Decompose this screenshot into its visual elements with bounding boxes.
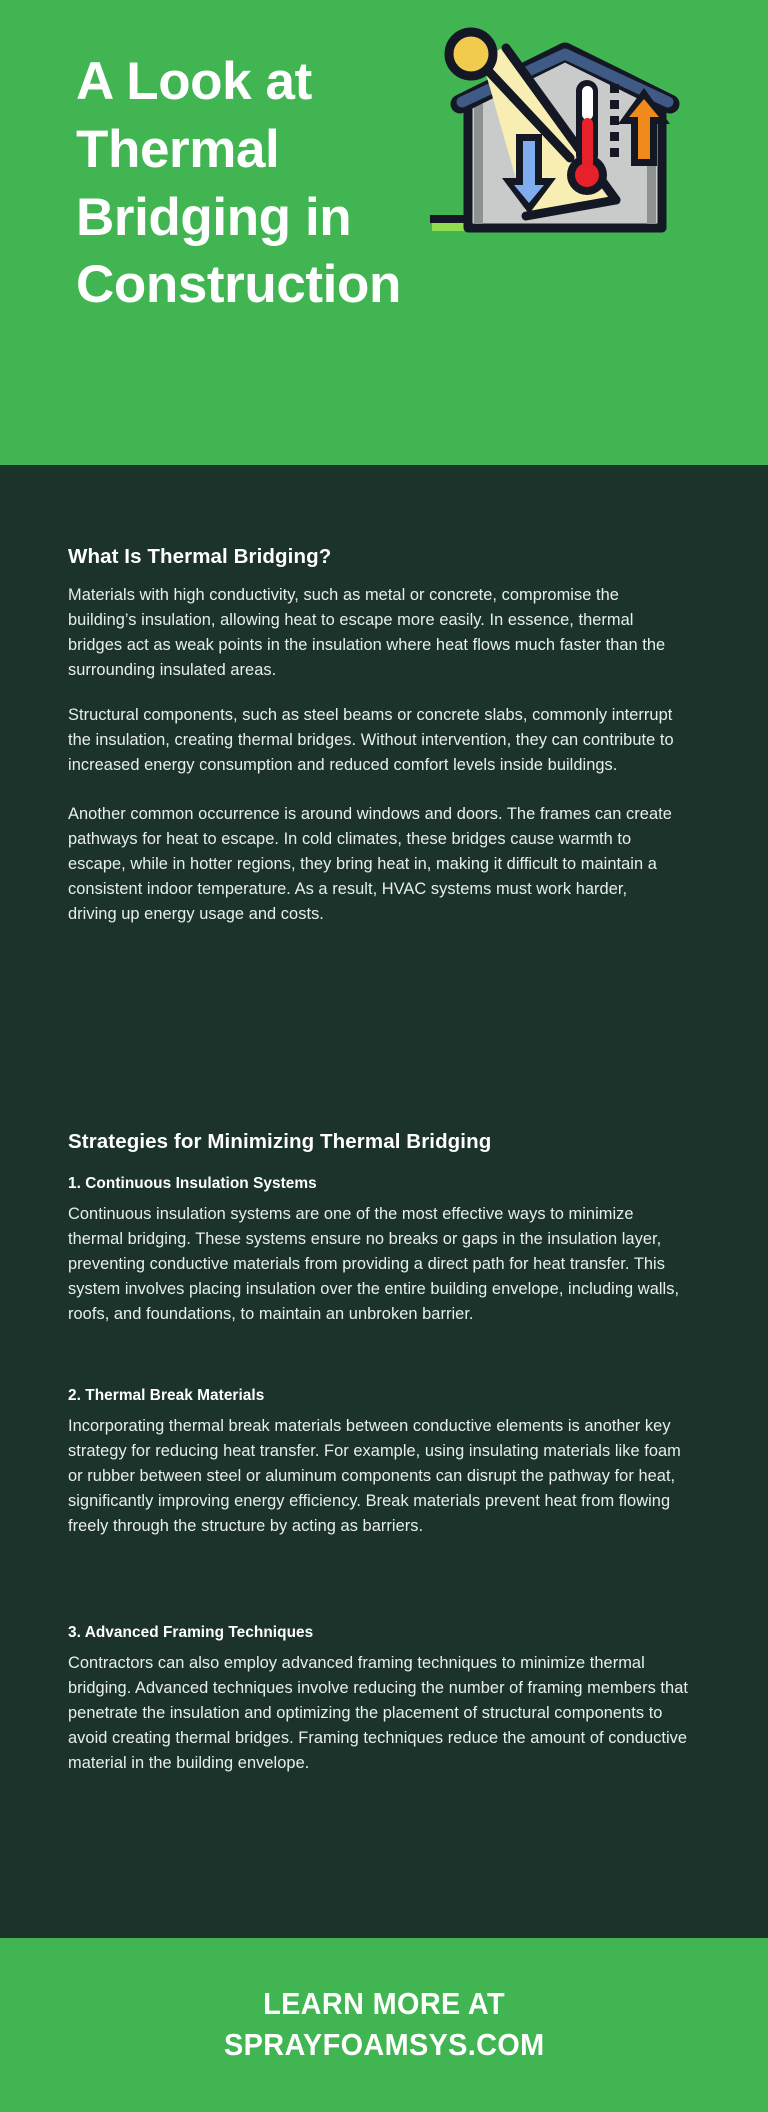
wall-shadow-left-icon — [474, 104, 483, 224]
section-heading-what-is-thermal-bridging: What Is Thermal Bridging? — [68, 545, 332, 568]
strategy-body-continuous-insulation: Continuous insulation systems are one of the most effective ways to minimize thermal bridging. These systems ensure no breaks or gaps in the insulation layer, preventing conductive materials from providing a direct path for heat transfer. This system involves placing insulation over the entire building envelope, including walls, roofs, and foundations, to maintain an unbroken barrier. — [68, 1205, 680, 1323]
body-content — [0, 465, 768, 1938]
house-thermal-bridging-illustration — [430, 38, 700, 238]
strategy-title-advanced-framing: 3. Advanced Framing Techniques — [68, 1624, 314, 1641]
strategy-title-continuous-insulation: 1. Continuous Insulation Systems — [68, 1175, 317, 1192]
section-heading-strategies: Strategies for Minimizing Thermal Bridging — [68, 1130, 492, 1153]
strategy-body-thermal-break-materials: Incorporating thermal break materials between conductive elements is another key strategy for reducing heat transfer. For example, using insulating materials like foam or rubber between steel or aluminum components can disrupt the pathway for heat, significantly improving energy efficiency. Break materials prevent heat from flowing freely through the structure by acting as barriers. — [68, 1417, 681, 1535]
strategy-title-thermal-break-materials: 2. Thermal Break Materials — [68, 1387, 265, 1404]
footer-cta-website[interactable]: SPRAYFOAMSYS.COM — [223, 2027, 545, 2062]
page-title: A Look at Thermal Bridging in Construction — [76, 52, 401, 315]
strategy-body-advanced-framing: Contractors can also employ advanced framing techniques to minimize thermal bridging. Advanced techniques involve reducing the number of framing members that penetrate the insulation and optimizing the placement of structural components to avoid creating thermal bridges. Framing techniques reduce the amount of conductive material in the building envelope. — [68, 1654, 688, 1772]
header-banner — [0, 0, 768, 465]
paragraph-materials-conductivity: Materials with high conductivity, such as metal or concrete, compromise the building’s insulation, allowing heat to escape more easily. In essence, thermal bridges act as weak points in the insulation where heat flows much faster than the surrounding insulated areas. — [68, 586, 666, 679]
paragraph-structural-components: Structural components, such as steel beams or concrete slabs, commonly interrupt the insulation, creating thermal bridges. Without intervention, they can contribute to increased energy consumption and reduced comfort levels inside buildings. — [68, 706, 674, 774]
footer-cta-line1: LEARN MORE AT — [263, 1986, 505, 2022]
sun-icon — [449, 32, 493, 76]
footer-cta-banner — [0, 1938, 768, 2112]
paragraph-windows-and-doors: Another common occurrence is around windows and doors. The frames can create pathways for heat to escape. In cold climates, these bridges cause warmth to escape, while in hotter regions, they bring heat in, making it difficult to maintain a consistent indoor temperature. As a result, HVAC systems must work harder, driving up energy usage and costs. — [68, 805, 672, 923]
